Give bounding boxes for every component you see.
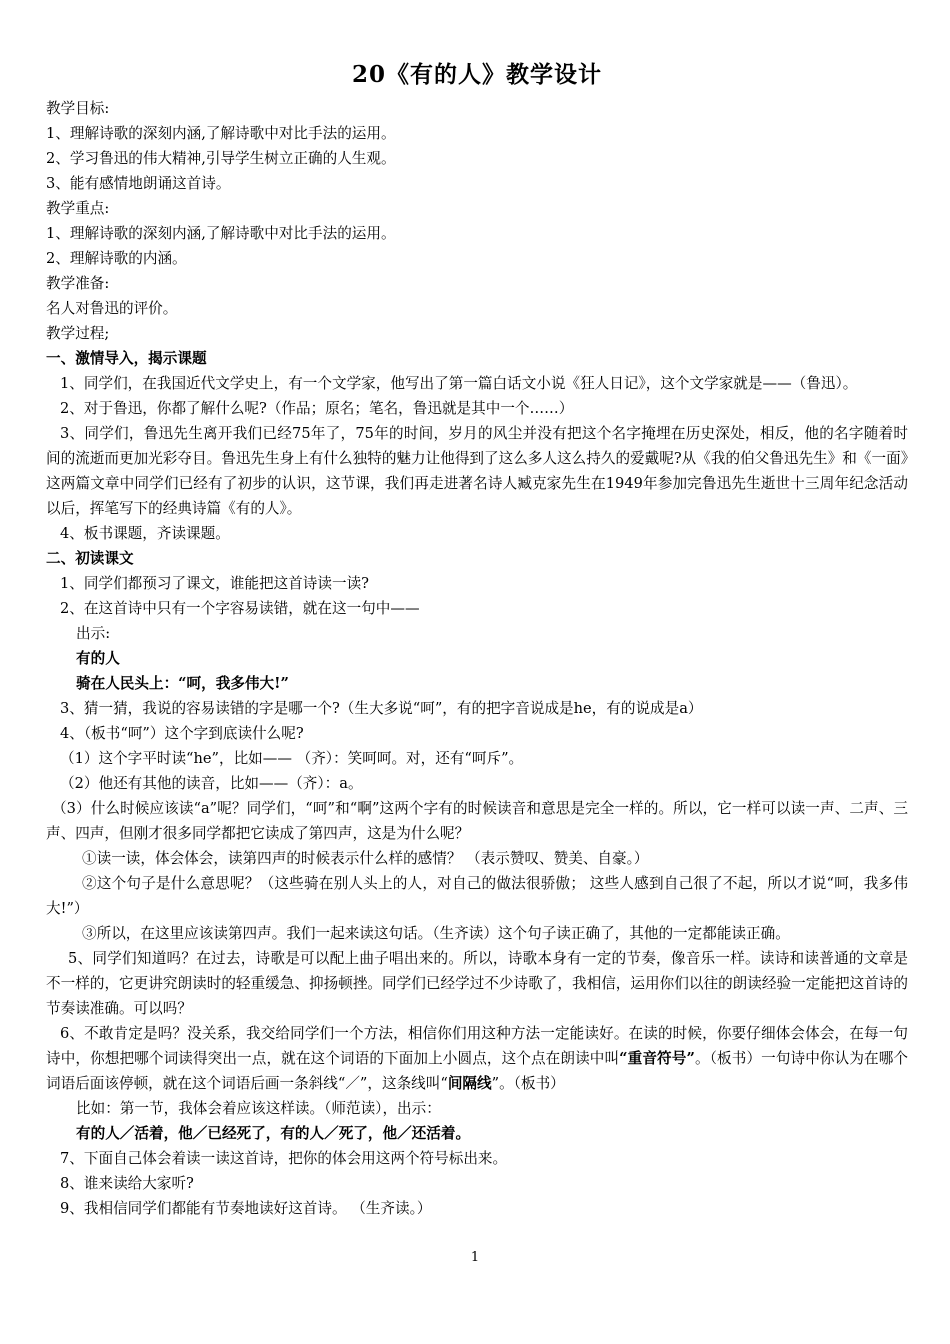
sub-item: （3）什么时候应该读“a”呢？同学们，“呵”和“啊”这两个字有的时候读音和意思是完全一样的。所以，它一样可以读一声、二声、三声、四声，但刚才很多同学都把它读成了第四声，这是为什么呢？ (46, 800, 908, 842)
paragraph: 2、对于鲁迅，你都了解什么呢?（作品；原名；笔名，鲁迅就是其中一个……） (60, 400, 574, 417)
circled-item: ③所以，在这里应该读第四声。我们一起来读这句话。（生齐读）这个句子读正确了，其他的一定都能读正确。 (82, 925, 790, 942)
process-label: 教学过程; (46, 325, 110, 342)
page-number: 1 (470, 1250, 480, 1265)
paragraph: 9、我相信同学们都能有节奏地读好这首诗。 （生齐读。） (60, 1200, 432, 1217)
goals-label: 教学目标: (46, 100, 110, 117)
paragraph-text: ”。（板书） (491, 1075, 565, 1092)
page-title: 20《有的人》教学设计 (351, 61, 602, 88)
poem-line: 有的人 (76, 650, 120, 667)
goal-item: 3、能有感情地朗诵这首诗。 (46, 175, 231, 192)
paragraph: 5、同学们知道吗？在过去，诗歌是可以配上曲子唱出来的。所以，诗歌本身有一定的节奏，像音乐一样。读诗和读普通的文章是不一样的，它更讲究朗读时的轻重缓急、抑扬顿挫。同学们已经学过不少诗歌了，我相信，运用你们以往的朗读经验一定能把这首诗的节奏读准确。可以吗？ (46, 950, 908, 1017)
paragraph: 3、猜一猜，我说的容易读错的字是哪一个?（生大多说“呵”，有的把字音说成是he，有的说成是a） (60, 700, 703, 717)
focus-item: 2、理解诗歌的内涵。 (46, 250, 187, 267)
poem-line: 骑在人民头上：“呵，我多伟大!” (76, 675, 289, 692)
paragraph: 8、谁来读给大家听? (60, 1175, 194, 1192)
section-heading: 二、初读课文 (46, 550, 134, 567)
circled-item: ②这个句子是什么意思呢？（这些骑在别人头上的人，对自己的做法很骄傲； 这些人感到自己很了不起，所以才说“呵，我多伟大!”） (46, 875, 908, 917)
document-body (46, 56, 908, 1221)
paragraph-text: 6、不敢肯定是吗？没关系，我交给同学们一个方法，相信你们用这种方法一定能读好。在读的时候，你要仔细体会体会，在每一句诗中，你想把哪个词读得突出一点，就在这个词语的下面加上小圆点，这个点在朗读中叫 (46, 1025, 908, 1067)
circled-item: ①读一读，体会体会，读第四声的时候表示什么样的感情？ （表示赞叹、赞美、自豪。） (82, 850, 649, 867)
section-heading: 一、激情导入，揭示课题 (46, 350, 207, 367)
paragraph: 4、板书课题，齐读课题。 (60, 525, 230, 542)
sub-item: （2）他还有其他的读音，比如——（齐）：a。 (60, 775, 363, 792)
goal-item: 1、理解诗歌的深刻内涵,了解诗歌中对比手法的运用。 (46, 125, 396, 142)
focus-item: 1、理解诗歌的深刻内涵,了解诗歌中对比手法的运用。 (46, 225, 396, 242)
focus-label: 教学重点: (46, 200, 110, 217)
prep-label: 教学准备: (46, 275, 110, 292)
paragraph: 3、同学们，鲁迅先生离开我们已经75年了，75年的时间，岁月的风尘并没有把这个名字掩埋在历史深处，相反，他的名字随着时间的流逝而更加光彩夺目。鲁迅先生身上有什么独特的魅力让他得到了这么多人这么持久的爱戴呢?从《我的伯父鲁迅先生》和《一面》这两篇文章中同学们已经有了初步的认识，这节课，我们再走进著名诗人臧克家先生在1949年参加完鲁迅先生逝世十三周年纪念活动以后，挥笔写下的经典诗篇《有的人》。 (46, 425, 908, 517)
goal-item: 2、学习鲁迅的伟大精神,引导学生树立正确的人生观。 (46, 150, 396, 167)
prep-text: 名人对鲁迅的评价。 (46, 300, 178, 317)
paragraph: 2、在这首诗中只有一个字容易读错，就在这一句中—— (60, 600, 420, 617)
paragraph: 比如：第一节，我体会着应该这样读。（师范读），出示： (76, 1100, 441, 1117)
paragraph-text: 。（板书）一句诗中你认为在哪个词语后面该停顿，就在这个词语后画一条斜线“／”，这条线叫“ (46, 1050, 909, 1092)
paragraph: 7、下面自己体会着读一读这首诗，把你的体会用这两个符号标出来。 (60, 1150, 508, 1167)
paragraph: 1、同学们，在我国近代文学史上，有一个文学家，他写出了第一篇白话文小说《狂人日记》，这个文学家就是——（鲁迅）。 (60, 375, 858, 392)
paragraph: 4、（板书“呵”）这个字到底读什么呢? (60, 725, 304, 742)
show-label: 出示: (76, 625, 111, 642)
emphasis-term: “重音符号” (619, 1050, 695, 1067)
paragraph (46, 1021, 908, 1096)
sub-item: （1）这个字平时读“he”，比如—— （齐）：笑呵呵。对，还有“呵斥”。 (60, 750, 524, 767)
paragraph: 1、同学们都预习了课文，谁能把这首诗读一读? (60, 575, 369, 592)
emphasis-term: 间隔线 (447, 1075, 492, 1092)
poem-line: 有的人／活着，他／已经死了，有的人／死了，他／还活着。 (76, 1125, 471, 1142)
